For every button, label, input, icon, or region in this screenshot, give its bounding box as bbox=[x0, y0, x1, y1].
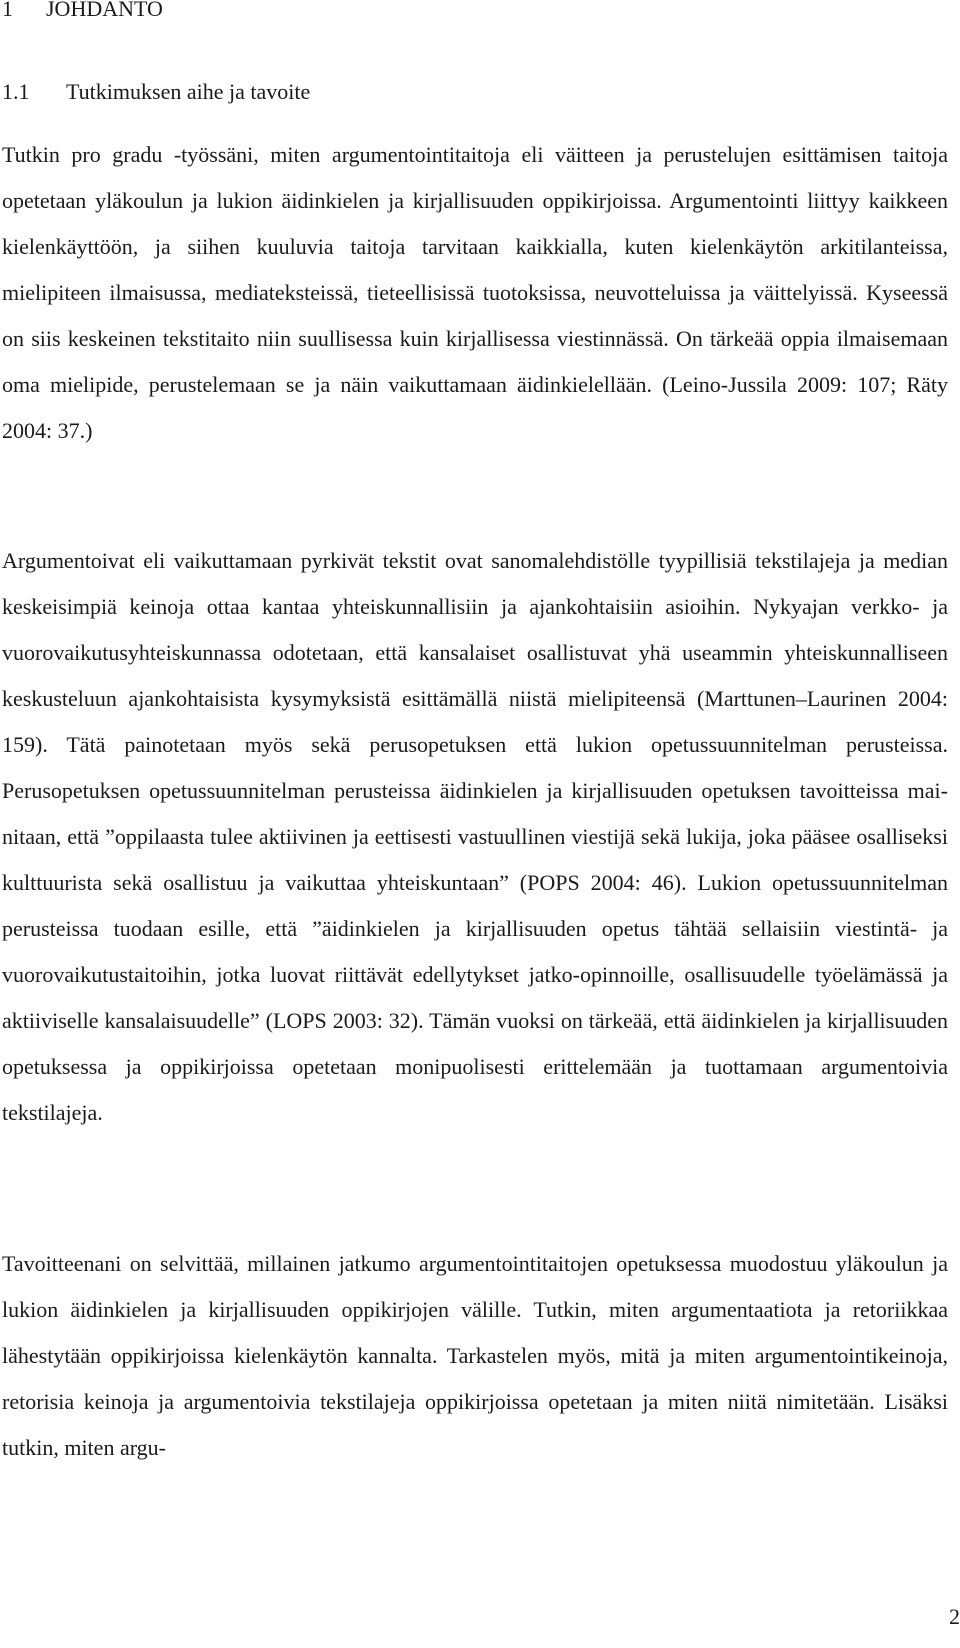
section-number: 1.1 bbox=[2, 79, 30, 104]
section-title: Tutkimuksen aihe ja tavoite bbox=[66, 79, 311, 104]
chapter-number: 1 bbox=[2, 0, 13, 21]
chapter-title: JOHDANTO bbox=[46, 0, 163, 21]
body-paragraph-1: Tutkin pro gradu -työssäni, miten argumentointitaitoja eli väitteen ja perustelujen esittämisen taitoja opetetaan yläkoulun ja lukion äidinkielen ja kirjallisuuden oppikirjoissa. Argumentointi liittyy kaikkeen kielenkäyttöön, ja siihen kuuluvia taitoja tarvitaan kaikkialla, kuten kielenkäytön arkitilanteissa, mielipiteen ilmaisussa, mediateksteissä, tieteellisissä tuotoksissa, neuvotteluissa ja väittelyissä. Kyseessä on siis keskeinen tekstitaito niin suullisessa kuin kirjallisessa viestinnässä. On tärkeää oppia ilmaisemaan oma mielipide, perustelemaan se ja näin vaikuttamaan äidinkielellään. (Leino-Jussila 2009: 107; Räty 2004: 37.) bbox=[2, 142, 948, 443]
chapter-heading bbox=[2, 0, 163, 23]
section-heading bbox=[2, 78, 310, 106]
page-number: 2 bbox=[949, 1604, 960, 1629]
body-paragraph-2: Argumentoivat eli vaikuttamaan pyrkivät tekstit ovat sanomalehdistölle tyypillisiä tekstilajeja ja median keskeisimpiä keinoja ottaa kantaa yhteiskunnallisiin ja ajankohtaisiin asioihin. Nykyajan verkko- ja vuorovaikutusyhteiskunnassa odotetaan, että kansalaiset osallistuvat yhä useammin yhteiskunnalliseen keskusteluun ajankohtaisista kysymyksistä esittämällä niistä mielipiteensä (Marttunen–Laurinen 2004: 159). Tätä painotetaan myös sekä perusopetuksen että lukion opetussuunnitelman perusteissa. Perusopetuksen opetussuunnitelman perusteissa äidinkielen ja kirjallisuuden opetuksen tavoitteissa mainitaan, että ”oppilaasta tulee aktiivinen ja eettisesti vastuullinen viestijä sekä lukija, joka pääsee osalliseksi kulttuurista sekä osallistuu ja vaikuttaa yhteiskuntaan” (POPS 2004: 46). Lukion opetussuunnitelman perusteissa tuodaan esille, että ”äidinkielen ja kirjallisuuden opetus tähtää sellaisiin viestintä- ja vuorovaikutustaitoihin, jotka luovat riittävät edellytykset jatko-opinnoille, osallisuudelle työelämässä ja aktiiviselle kansalaisuudelle” (LOPS 2003: 32). Tämän vuoksi on tärkeää, että äidinkielen ja kirjallisuuden opetuksessa ja oppikirjoissa opetetaan monipuolisesti erittelemään ja tuottamaan argumentoivia tekstilajeja. bbox=[2, 548, 948, 1125]
body-paragraph-3: Tavoitteenani on selvittää, millainen jatkumo argumentointitaitojen opetuksessa muodostuu yläkoulun ja lukion äidinkielen ja kirjallisuuden oppikirjojen välille. Tutkin, miten argumentaatiota ja retoriikkaa lähestytään oppikirjoissa kielenkäytön kannalta. Tarkastelen myös, mitä ja miten argumentointikeinoja, retorisia keinoja ja argumentoivia tekstilajeja oppikirjoissa opetetaan ja miten niitä nimitetään. Lisäksi tutkin, miten argu- bbox=[2, 1251, 948, 1460]
